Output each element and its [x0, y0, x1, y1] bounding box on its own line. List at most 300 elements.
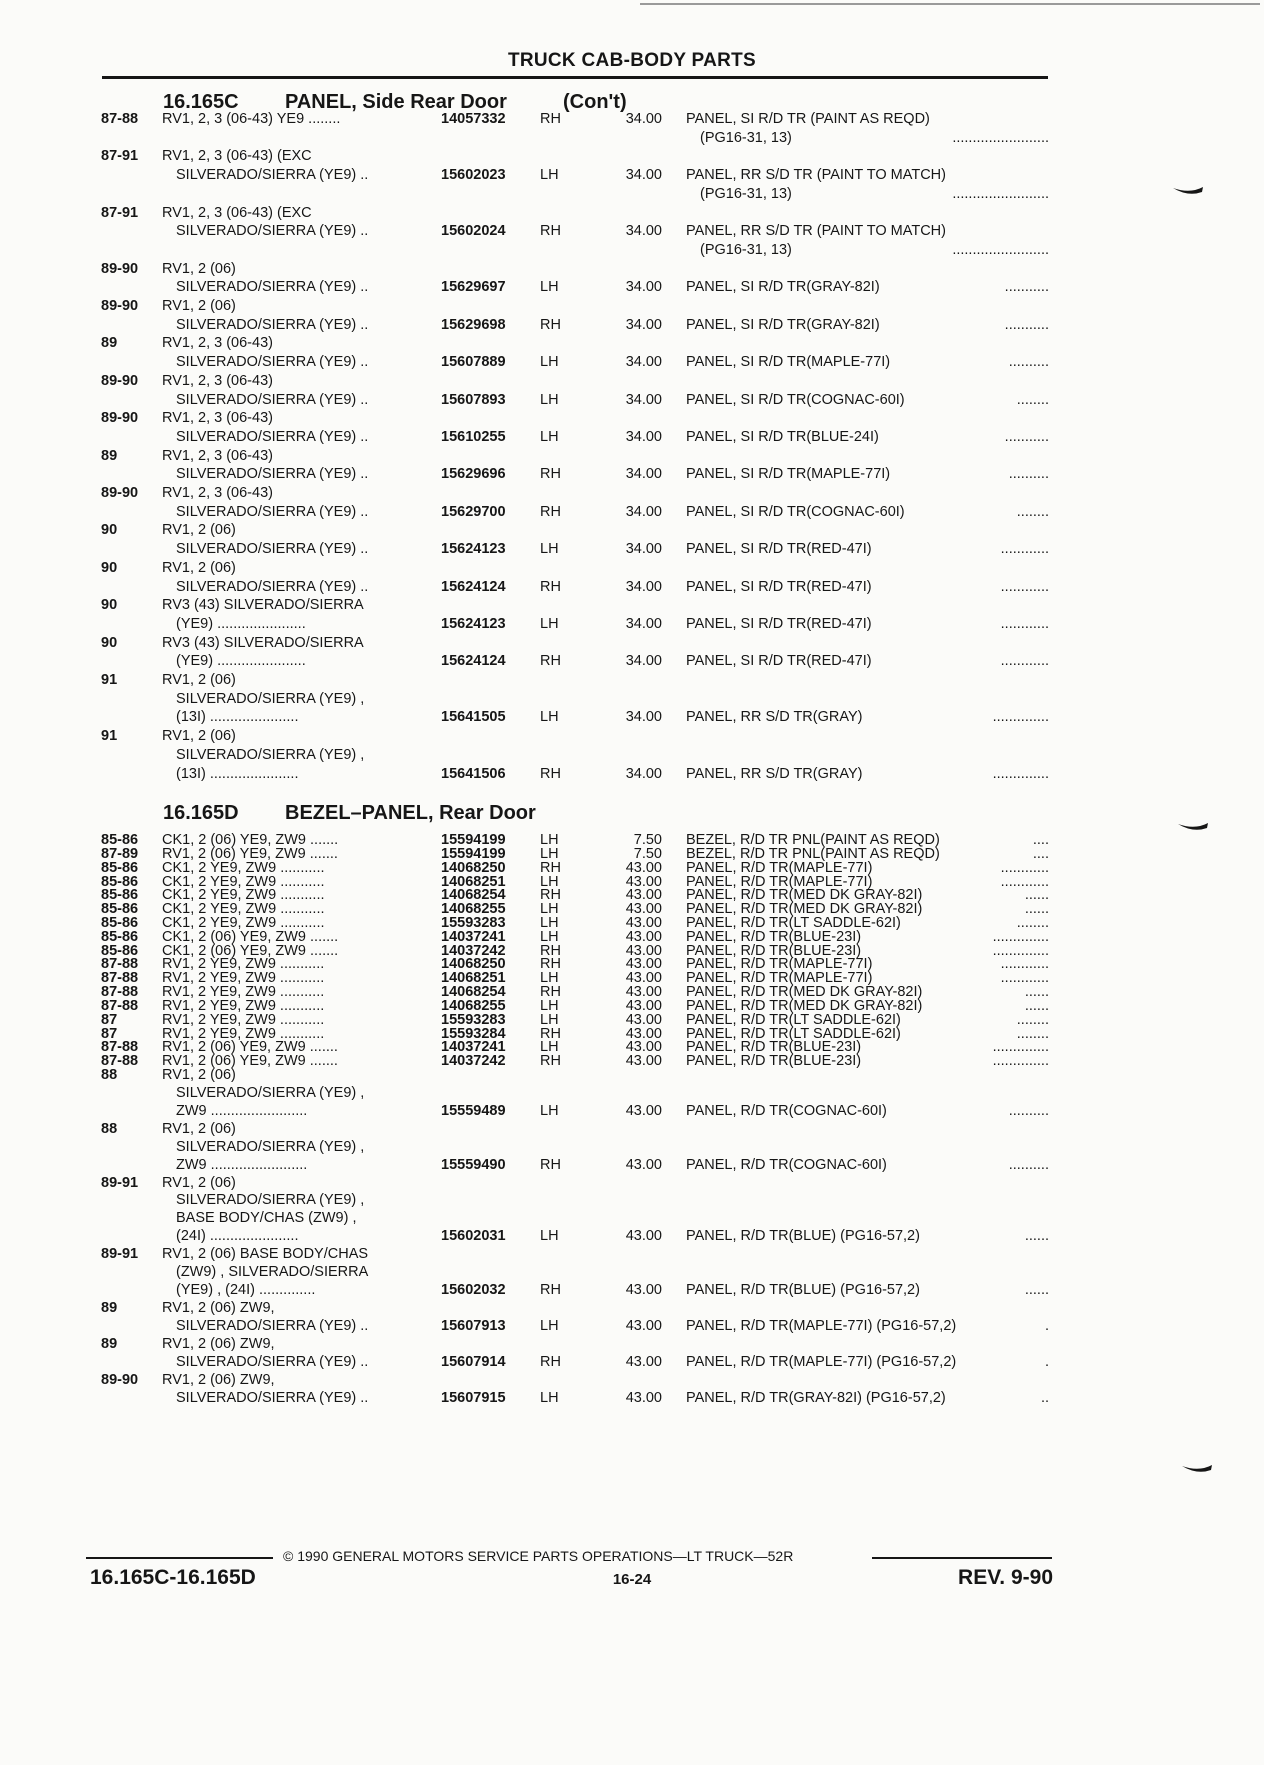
model-code: RV1, 2, 3 (06-43) [162, 335, 273, 352]
model-years: 87-89 [101, 845, 139, 862]
model-code: RV1, 2 (06) ZW9, [162, 1335, 275, 1352]
price: 43.00 [625, 1389, 662, 1406]
leader-dots: ........... [1004, 428, 1049, 445]
part-number: 15629698 [441, 316, 506, 333]
side: LH [540, 279, 559, 296]
leader-dots: ............ [1000, 615, 1049, 632]
price: 43.00 [625, 970, 662, 987]
model-years: 89-90 [101, 298, 139, 314]
model-years: 87 [101, 1011, 118, 1028]
model-years: 85-86 [101, 873, 139, 890]
table-row [0, 130, 1264, 147]
description: PANEL, SI R/D TR(RED-47I) [686, 541, 872, 558]
leader-dots: .............. [992, 942, 1049, 959]
side: LH [540, 354, 559, 371]
footer-copyright: © 1990 GENERAL MOTORS SERVICE PARTS OPERATIONS—LT TRUCK—52R [283, 1548, 794, 1564]
table-row [0, 1192, 1264, 1209]
model-continuation: SILVERADO/SIERRA (YE9) .. [176, 1353, 369, 1370]
leader-dots: ........................ [952, 185, 1049, 202]
table-row [0, 485, 1264, 502]
model-code: RV1, 2 (06) [162, 559, 236, 576]
leader-dots: . [1044, 1317, 1049, 1334]
model-years: 91 [101, 728, 118, 745]
section-number: 16.165D [163, 802, 239, 824]
model-code: RV1, 2 (06) BASE BODY/CHAS [162, 1246, 369, 1263]
model-continuation: SILVERADO/SIERRA (YE9) , [176, 746, 365, 763]
leader-dots: .... [1032, 832, 1049, 848]
description: PANEL, R/D TR(BLUE-23I) [686, 942, 862, 959]
description-continued: (PG16-31, 13) [700, 241, 792, 258]
description-continued: (PG16-31, 13) [700, 129, 792, 146]
price: 34.00 [625, 615, 662, 632]
table-row [0, 1157, 1264, 1174]
price: 43.00 [625, 928, 662, 945]
part-number: 15624124 [441, 578, 506, 595]
description: PANEL, R/D TR(BLUE-23I) [686, 928, 862, 945]
table-row [0, 279, 1264, 296]
model-code: RV1, 2, 3 (06-43) (EXC [162, 204, 312, 221]
model-code: RV1, 2 (06) [162, 1120, 236, 1137]
leader-dots: .......... [1008, 1156, 1049, 1173]
leader-dots: ............ [1000, 956, 1049, 973]
description: BEZEL, R/D TR PNL(PAINT AS REQD) [686, 832, 940, 848]
part-number: 14068254 [441, 887, 506, 904]
leader-dots: ............ [1000, 859, 1049, 876]
model-years: 89-90 [101, 372, 139, 389]
model-years: 87-88 [101, 1039, 139, 1056]
description: PANEL, R/D TR(BLUE) (PG16-57,2) [686, 1228, 920, 1245]
price: 34.00 [625, 167, 662, 184]
model-code: RV1, 2 (06) YE9, ZW9 ....... [162, 1039, 338, 1056]
model-code: RV3 (43) SILVERADO/SIERRA [162, 634, 364, 651]
leader-dots: ........ [1016, 1025, 1049, 1042]
part-number: 15602032 [441, 1282, 506, 1298]
part-number: 15602031 [441, 1228, 506, 1245]
price: 43.00 [625, 1228, 662, 1245]
price: 34.00 [625, 354, 662, 371]
part-number: 15624124 [441, 653, 506, 670]
description: PANEL, R/D TR(MED DK GRAY-82I) [686, 984, 923, 1000]
model-years: 87-91 [101, 204, 139, 221]
side: LH [540, 167, 559, 184]
model-continuation: SILVERADO/SIERRA (YE9) .. [176, 354, 369, 371]
leader-dots: ...... [1024, 1282, 1049, 1298]
model-continuation: ZW9 ........................ [176, 1102, 308, 1119]
table-row [0, 429, 1264, 446]
model-code: CK1, 2 YE9, ZW9 ........... [162, 901, 325, 918]
model-years: 89 [101, 1335, 118, 1352]
table-row [0, 1264, 1264, 1281]
page-title: TRUCK CAB-BODY PARTS [507, 50, 757, 71]
leader-dots: ........................ [952, 241, 1049, 258]
model-code: CK1, 2 YE9, ZW9 ........... [162, 873, 325, 890]
part-number: 15629697 [441, 279, 506, 296]
model-years: 90 [101, 634, 118, 651]
side: LH [540, 1039, 559, 1056]
model-code: RV1, 2 (06) [162, 1066, 236, 1083]
part-number: 15559490 [441, 1156, 506, 1173]
part-number: 14037241 [441, 1039, 506, 1056]
leader-dots: .............. [992, 709, 1049, 726]
leader-dots: ...... [1024, 997, 1049, 1014]
part-number: 15593283 [441, 1011, 506, 1028]
price: 43.00 [625, 873, 662, 890]
leader-dots: . [1044, 1353, 1049, 1370]
description: PANEL, R/D TR(LT SADDLE-62I) [686, 1011, 901, 1028]
leader-dots: .. [1040, 1389, 1049, 1406]
side: LH [540, 970, 559, 987]
model-years: 87 [101, 1025, 118, 1042]
model-code: RV1, 2 YE9, ZW9 ........... [162, 1011, 325, 1028]
table-row [0, 1282, 1264, 1299]
description: PANEL, SI R/D TR(COGNAC-60I) [686, 503, 905, 520]
part-number: 15629700 [441, 503, 506, 520]
model-code: RV1, 2, 3 (06-43) [162, 372, 273, 389]
description: PANEL, R/D TR(BLUE-23I) [686, 1039, 862, 1056]
leader-dots: .... [1032, 845, 1049, 862]
table-row [0, 1103, 1264, 1120]
table-row [0, 1085, 1264, 1102]
model-code: RV1, 2 (06) [162, 1174, 236, 1191]
model-code: RV3 (43) SILVERADO/SIERRA [162, 597, 364, 614]
side: RH [540, 503, 561, 520]
price: 34.00 [625, 653, 662, 670]
leader-dots: .............. [992, 765, 1049, 782]
price: 43.00 [625, 859, 662, 876]
model-continuation: SILVERADO/SIERRA (YE9) .. [176, 391, 369, 408]
model-years: 89 [101, 335, 118, 352]
side: LH [540, 901, 559, 918]
leader-dots: ...... [1024, 984, 1049, 1000]
price: 34.00 [625, 709, 662, 726]
footer-revision: REV. 9-90 [958, 1566, 1053, 1589]
part-number: 15624123 [441, 615, 506, 632]
description: PANEL, R/D TR(MAPLE-77I) (PG16-57,2) [686, 1317, 957, 1334]
model-code: CK1, 2 YE9, ZW9 ........... [162, 887, 325, 904]
description: PANEL, SI R/D TR(BLUE-24I) [686, 428, 879, 445]
model-continuation: SILVERADO/SIERRA (YE9) .. [176, 503, 369, 520]
table-row [0, 466, 1264, 483]
price: 43.00 [625, 984, 662, 1000]
description: PANEL, SI R/D TR(RED-47I) [686, 653, 872, 670]
model-years: 88 [101, 1120, 118, 1137]
price: 43.00 [625, 901, 662, 918]
description: PANEL, R/D TR(MAPLE-77I) (PG16-57,2) [686, 1353, 957, 1370]
leader-dots: ............ [1000, 873, 1049, 890]
leader-dots: .......... [1008, 466, 1049, 483]
leader-dots: .............. [992, 1039, 1049, 1056]
part-number: 15594199 [441, 832, 506, 848]
description: PANEL, R/D TR(MAPLE-77I) [686, 956, 873, 973]
model-code: CK1, 2 (06) YE9, ZW9 ....... [162, 928, 339, 945]
table-row [0, 1228, 1264, 1245]
part-number: 14037241 [441, 928, 506, 945]
model-years: 85-86 [101, 942, 139, 959]
model-continuation: (YE9) ...................... [176, 653, 306, 670]
table-row [0, 1210, 1264, 1227]
model-years: 85-86 [101, 887, 139, 904]
model-continuation: SILVERADO/SIERRA (YE9) .. [176, 1389, 369, 1406]
side: LH [540, 1102, 559, 1119]
part-number: 14068254 [441, 984, 506, 1000]
part-number: 15641506 [441, 765, 506, 782]
part-number: 15602023 [441, 167, 506, 184]
part-number: 15641505 [441, 709, 506, 726]
leader-dots: ............ [1000, 970, 1049, 987]
table-row [0, 223, 1264, 240]
model-continuation: ZW9 ........................ [176, 1156, 308, 1173]
description: PANEL, R/D TR(LT SADDLE-62I) [686, 914, 901, 931]
model-years: 87-88 [101, 1053, 139, 1070]
side: LH [540, 1317, 559, 1334]
part-number: 14068250 [441, 956, 506, 973]
model-years: 90 [101, 597, 118, 614]
price: 34.00 [625, 503, 662, 520]
description-continued: (PG16-31, 13) [700, 185, 792, 202]
price: 34.00 [625, 111, 662, 127]
margin-mark [1172, 186, 1204, 196]
description: PANEL, R/D TR(BLUE-23I) [686, 1053, 862, 1070]
table-row [0, 186, 1264, 203]
description: PANEL, RR S/D TR (PAINT TO MATCH) [686, 167, 946, 184]
model-code: RV1, 2 (06) YE9, ZW9 ....... [162, 1053, 338, 1070]
side: RH [540, 578, 561, 595]
model-years: 89-90 [101, 485, 139, 501]
price: 7.50 [633, 832, 662, 848]
model-continuation: SILVERADO/SIERRA (YE9) , [176, 1084, 365, 1101]
model-continuation: SILVERADO/SIERRA (YE9) .. [176, 541, 369, 558]
description: PANEL, RR S/D TR(GRAY) [686, 765, 863, 782]
description: PANEL, SI R/D TR (PAINT AS REQD) [686, 111, 930, 127]
leader-dots: ...... [1024, 1228, 1049, 1245]
description: PANEL, RR S/D TR(GRAY) [686, 709, 863, 726]
table-row [0, 1336, 1264, 1353]
model-continuation: (13I) ...................... [176, 765, 299, 782]
model-code: RV1, 2 (06) [162, 260, 236, 277]
description: PANEL, R/D TR(MED DK GRAY-82I) [686, 887, 923, 904]
description: PANEL, R/D TR(MED DK GRAY-82I) [686, 997, 923, 1014]
table-row [0, 167, 1264, 184]
part-number: 15607914 [441, 1353, 506, 1370]
side: RH [540, 223, 561, 240]
description: PANEL, SI R/D TR(GRAY-82I) [686, 279, 880, 296]
model-code: RV1, 2, 3 (06-43) YE9 ........ [162, 111, 341, 127]
model-code: RV1, 2, 3 (06-43) (EXC [162, 148, 312, 165]
model-years: 89-90 [101, 410, 139, 427]
description: PANEL, SI R/D TR(RED-47I) [686, 578, 872, 595]
side: RH [540, 466, 561, 483]
description: PANEL, R/D TR(GRAY-82I) (PG16-57,2) [686, 1389, 946, 1406]
price: 43.00 [625, 997, 662, 1014]
side: LH [540, 709, 559, 726]
leader-dots: .............. [992, 928, 1049, 945]
footer-rule-left [86, 1557, 273, 1559]
description: PANEL, SI R/D TR(RED-47I) [686, 615, 872, 632]
side: RH [540, 1053, 561, 1070]
side: LH [540, 541, 559, 558]
part-number: 15607889 [441, 354, 506, 371]
table-row [0, 1318, 1264, 1335]
model-years: 87-88 [101, 956, 139, 973]
side: RH [540, 984, 561, 1000]
price: 34.00 [625, 466, 662, 483]
leader-dots: .......... [1008, 1102, 1049, 1119]
description: PANEL, R/D TR(MAPLE-77I) [686, 859, 873, 876]
table-row [0, 335, 1264, 352]
price: 43.00 [625, 1011, 662, 1028]
side: RH [540, 653, 561, 670]
model-years: 85-86 [101, 914, 139, 931]
description: PANEL, RR S/D TR (PAINT TO MATCH) [686, 223, 946, 240]
part-number: 15607893 [441, 391, 506, 408]
section-title: PANEL, Side Rear Door [285, 91, 507, 113]
price: 43.00 [625, 914, 662, 931]
leader-dots: ........... [1004, 316, 1049, 333]
side: LH [540, 1389, 559, 1406]
leader-dots: .......... [1008, 354, 1049, 371]
price: 34.00 [625, 391, 662, 408]
table-row [0, 1139, 1264, 1156]
model-code: RV1, 2 (06) ZW9, [162, 1371, 275, 1388]
part-number: 15594199 [441, 845, 506, 862]
price: 34.00 [625, 765, 662, 782]
side: RH [540, 1282, 561, 1298]
model-years: 89-90 [101, 260, 139, 277]
side: RH [540, 942, 561, 959]
model-years: 87-88 [101, 111, 139, 127]
price: 43.00 [625, 887, 662, 904]
leader-dots: ........ [1016, 391, 1049, 408]
part-number: 14068250 [441, 859, 506, 876]
side: RH [540, 887, 561, 904]
price: 43.00 [625, 1353, 662, 1370]
model-continuation: BASE BODY/CHAS (ZW9) , [176, 1210, 357, 1227]
model-code: RV1, 2 YE9, ZW9 ........... [162, 1025, 325, 1042]
model-code: RV1, 2 YE9, ZW9 ........... [162, 997, 325, 1014]
model-code: RV1, 2, 3 (06-43) [162, 410, 273, 427]
model-continuation: (YE9) ...................... [176, 615, 306, 632]
table-row [0, 709, 1264, 726]
leader-dots: ...... [1024, 887, 1049, 904]
price: 34.00 [625, 316, 662, 333]
table-row [0, 1354, 1264, 1371]
price: 43.00 [625, 1102, 662, 1119]
side: LH [540, 832, 559, 848]
side: RH [540, 111, 561, 127]
table-row [0, 653, 1264, 670]
part-number: 14068255 [441, 901, 506, 918]
part-number: 14068251 [441, 873, 506, 890]
model-years: 87-88 [101, 984, 139, 1000]
table-row [0, 1246, 1264, 1263]
model-continuation: SILVERADO/SIERRA (YE9) .. [176, 466, 369, 483]
footer-rule-right [872, 1557, 1052, 1559]
price: 34.00 [625, 223, 662, 240]
model-code: CK1, 2 YE9, ZW9 ........... [162, 859, 325, 876]
model-continuation: SILVERADO/SIERRA (YE9) .. [176, 316, 369, 333]
table-row [0, 205, 1264, 222]
model-code: CK1, 2 (06) YE9, ZW9 ....... [162, 832, 339, 848]
model-code: RV1, 2 (06) [162, 728, 236, 745]
model-code: RV1, 2 (06) YE9, ZW9 ....... [162, 845, 338, 862]
table-row [0, 597, 1264, 614]
model-continuation: SILVERADO/SIERRA (YE9) .. [176, 428, 369, 445]
model-continuation: (ZW9) , SILVERADO/SIERRA [176, 1264, 369, 1281]
description: PANEL, R/D TR(COGNAC-60I) [686, 1102, 887, 1119]
price: 43.00 [625, 956, 662, 973]
leader-dots: ............ [1000, 578, 1049, 595]
model-years: 87-91 [101, 148, 139, 165]
side: LH [540, 391, 559, 408]
model-code: RV1, 2 YE9, ZW9 ........... [162, 970, 325, 987]
part-number: 14068255 [441, 997, 506, 1014]
description: PANEL, SI R/D TR(GRAY-82I) [686, 316, 880, 333]
model-years: 89 [101, 447, 118, 464]
model-years: 89-91 [101, 1174, 139, 1191]
model-years: 85-86 [101, 859, 139, 876]
leader-dots: ............ [1000, 541, 1049, 558]
model-continuation: SILVERADO/SIERRA (YE9) , [176, 1192, 365, 1209]
price: 43.00 [625, 1039, 662, 1056]
model-continuation: (13I) ...................... [176, 709, 299, 726]
model-continuation: SILVERADO/SIERRA (YE9) .. [176, 167, 369, 184]
model-years: 89-91 [101, 1246, 139, 1263]
model-years: 85-86 [101, 901, 139, 918]
side: RH [540, 1353, 561, 1370]
side: LH [540, 873, 559, 890]
description: PANEL, R/D TR(BLUE) (PG16-57,2) [686, 1282, 920, 1298]
description: PANEL, R/D TR(LT SADDLE-62I) [686, 1025, 901, 1042]
model-years: 85-86 [101, 832, 139, 848]
price: 43.00 [625, 1156, 662, 1173]
leader-dots: ............ [1000, 653, 1049, 670]
part-number: 14068251 [441, 970, 506, 987]
leader-dots: ........ [1016, 1011, 1049, 1028]
side: LH [540, 428, 559, 445]
description: PANEL, R/D TR(COGNAC-60I) [686, 1156, 887, 1173]
price: 43.00 [625, 942, 662, 959]
side: RH [540, 1156, 561, 1173]
model-years: 85-86 [101, 928, 139, 945]
table-row [0, 747, 1264, 764]
price: 7.50 [633, 845, 662, 862]
model-code: CK1, 2 (06) YE9, ZW9 ....... [162, 942, 339, 959]
side: LH [540, 615, 559, 632]
table-row [0, 672, 1264, 689]
price: 43.00 [625, 1053, 662, 1070]
table-row [0, 1121, 1264, 1138]
part-number: 15602024 [441, 223, 506, 240]
side: RH [540, 859, 561, 876]
model-years: 87-88 [101, 970, 139, 987]
table-row [0, 242, 1264, 259]
table-row [0, 392, 1264, 409]
price: 43.00 [625, 1282, 662, 1298]
table-row [0, 148, 1264, 165]
table-row [0, 691, 1264, 708]
table-row [0, 410, 1264, 427]
leader-dots: ........................ [952, 129, 1049, 146]
leader-dots: ........ [1016, 914, 1049, 931]
part-number: 14037242 [441, 942, 506, 959]
description: PANEL, SI R/D TR(COGNAC-60I) [686, 391, 905, 408]
table-row [0, 1067, 1264, 1084]
leader-dots: ...... [1024, 901, 1049, 918]
part-number: 15624123 [441, 541, 506, 558]
price: 43.00 [625, 1025, 662, 1042]
side: LH [540, 928, 559, 945]
model-code: RV1, 2 (06) [162, 522, 236, 539]
